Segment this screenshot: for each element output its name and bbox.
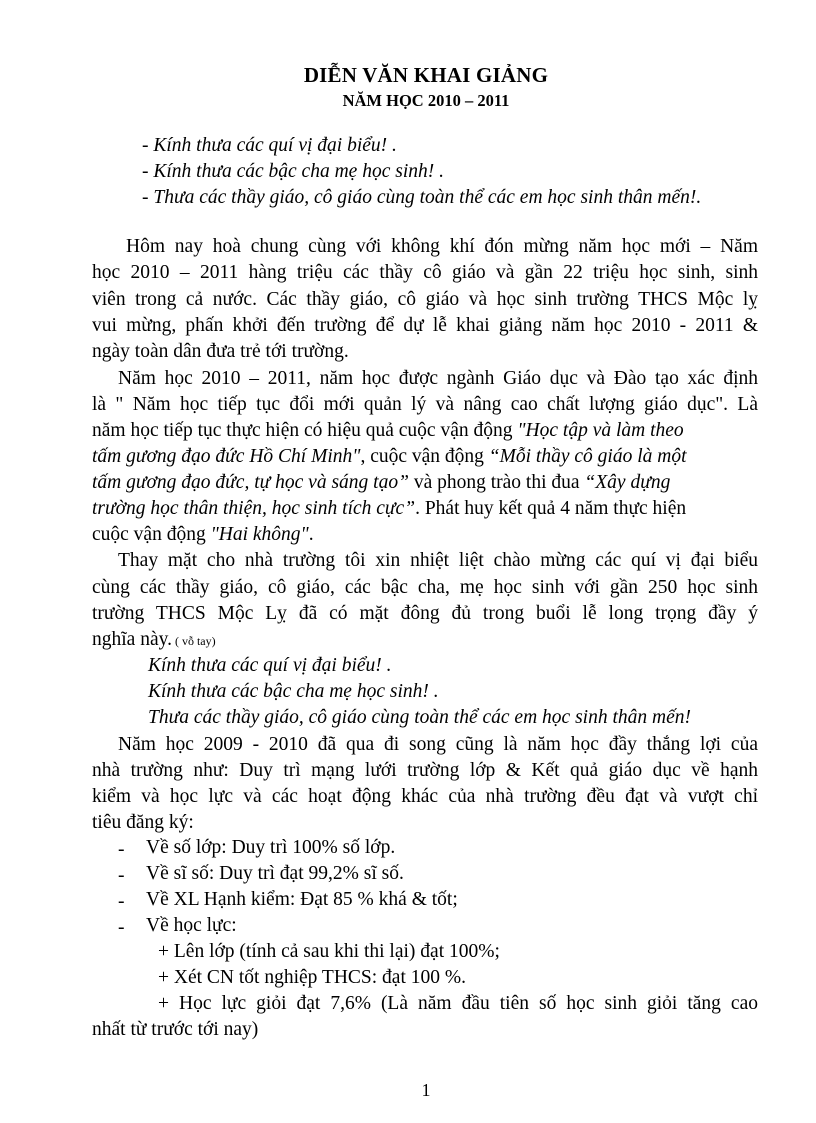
- bullet-marker: -: [118, 865, 125, 886]
- paragraph-line: [92, 421, 684, 441]
- paragraph-line: ngày toàn dân đưa trẻ tới trường.: [92, 341, 349, 362]
- paragraph-line: trường THCS Mộc Lỵ đã có mặt đông đủ trong buổi lễ long trọng đầy ý: [92, 603, 758, 624]
- greeting-line: - Thưa các thầy giáo, cô giáo cùng toàn thể các em học sinh thân mến!.: [142, 187, 702, 208]
- greeting-line: Kính thưa các quí vị đại biểu! .: [148, 655, 392, 676]
- campaign-name: trường học thân thiện, học sinh tích cực”: [92, 498, 416, 519]
- campaign-name: tấm gương đạo đức Hồ Chí Minh": [92, 446, 361, 467]
- paragraph-line: [92, 499, 686, 519]
- paragraph-text: và phong trào thi đua: [408, 472, 585, 493]
- bullet-item: Về XL Hạnh kiểm: Đạt 85 % khá & tốt;: [146, 889, 458, 910]
- paragraph-line: Năm học 2009 - 2010 đã qua đi song cũng là năm học đầy thắng lợi của: [118, 734, 758, 755]
- paragraph-line: cùng các thầy giáo, cô giáo, các bậc cha, mẹ học sinh với gần 250 học sinh: [92, 577, 758, 598]
- greeting-line: - Kính thưa các quí vị đại biểu! .: [142, 135, 397, 156]
- paragraph-line: [92, 473, 670, 493]
- bullet-marker: -: [118, 917, 125, 938]
- page-number: 1: [421, 1080, 431, 1100]
- document-title: DIỄN VĂN KHAI GIẢNG: [303, 63, 549, 87]
- paragraph-line: học 2010 – 2011 hàng triệu các thầy cô giáo và gần 22 triệu học sinh, sinh: [92, 262, 758, 283]
- sub-item: nhất từ trước tới nay): [92, 1019, 259, 1040]
- paragraph-text: nghĩa này.: [92, 629, 172, 650]
- paragraph-line: [92, 447, 687, 467]
- campaign-name: tấm gương đạo đức, tự học và sáng tạo”: [92, 472, 409, 493]
- paragraph-line: kiểm và học lực và các hoạt động khác của nhà trường đều đạt và vượt chỉ: [92, 786, 758, 807]
- greeting-line: Thưa các thầy giáo, cô giáo cùng toàn thể các em học sinh thân mến!: [148, 707, 691, 728]
- paragraph-line: nhà trường như: Duy trì mạng lưới trường lớp & Kết quả giáo dục về hạnh: [92, 760, 758, 781]
- applause-note: ( vỗ tay): [171, 634, 216, 648]
- sub-item: + Lên lớp (tính cả sau khi thi lại) đạt 100%;: [158, 941, 500, 962]
- paragraph-line: tiêu đăng ký:: [92, 812, 194, 833]
- document-subtitle: NĂM HỌC 2010 – 2011: [342, 91, 510, 110]
- campaign-name: "Học tập và làm theo: [517, 420, 684, 441]
- bullet-item: Về học lực:: [146, 915, 237, 936]
- paragraph-text: . Phát huy kết quả 4 năm thực hiện: [415, 498, 687, 519]
- bullet-marker: -: [118, 839, 125, 860]
- paragraph-line: Hôm nay hoà chung cùng với không khí đón mừng năm học mới – Năm: [126, 236, 758, 257]
- campaign-name: “Mỗi thầy cô giáo là một: [488, 446, 687, 467]
- sub-item: + Xét CN tốt nghiệp THCS: đạt 100 %.: [158, 967, 467, 988]
- sub-item: + Học lực giỏi đạt 7,6% (Là năm đầu tiên số học sinh giỏi tăng cao: [158, 993, 758, 1014]
- paragraph-text: , cuộc vận động: [360, 446, 489, 467]
- greeting-line: Kính thưa các bậc cha mẹ học sinh! .: [148, 681, 439, 702]
- paragraph-line: vui mừng, phấn khởi đến trường để dự lễ khai giảng năm học 2010 - 2011 &: [92, 315, 758, 336]
- greeting-line: - Kính thưa các bậc cha mẹ học sinh! .: [142, 161, 444, 182]
- paragraph-text: năm học tiếp tục thực hiện có hiệu quả cuộc vận động: [92, 420, 518, 441]
- campaign-name: "Hai không": [210, 524, 309, 545]
- paragraph-line: viên trong cả nước. Các thầy giáo, cô giáo và học sinh trường THCS Mộc lỵ: [92, 289, 758, 310]
- paragraph-line: [92, 630, 216, 650]
- bullet-item: Về sĩ số: Duy trì đạt 99,2% sĩ số.: [146, 863, 404, 884]
- paragraph-line: là " Năm học tiếp tục đổi mới quản lý và nâng cao chất lượng giáo dục". Là: [92, 394, 758, 415]
- paragraph-text: cuộc vận động: [92, 524, 211, 545]
- paragraph-line: Năm học 2010 – 2011, năm học được ngành Giáo dục và Đào tạo xác định: [118, 368, 758, 389]
- bullet-marker: -: [118, 891, 125, 912]
- campaign-name: “Xây dựng: [584, 472, 671, 493]
- paragraph-line: [92, 525, 314, 545]
- bullet-item: Về số lớp: Duy trì 100% số lớp.: [146, 837, 396, 858]
- paragraph-line: Thay mặt cho nhà trường tôi xin nhiệt liệt chào mừng các quí vị đại biểu: [118, 550, 758, 571]
- paragraph-text: .: [308, 524, 314, 545]
